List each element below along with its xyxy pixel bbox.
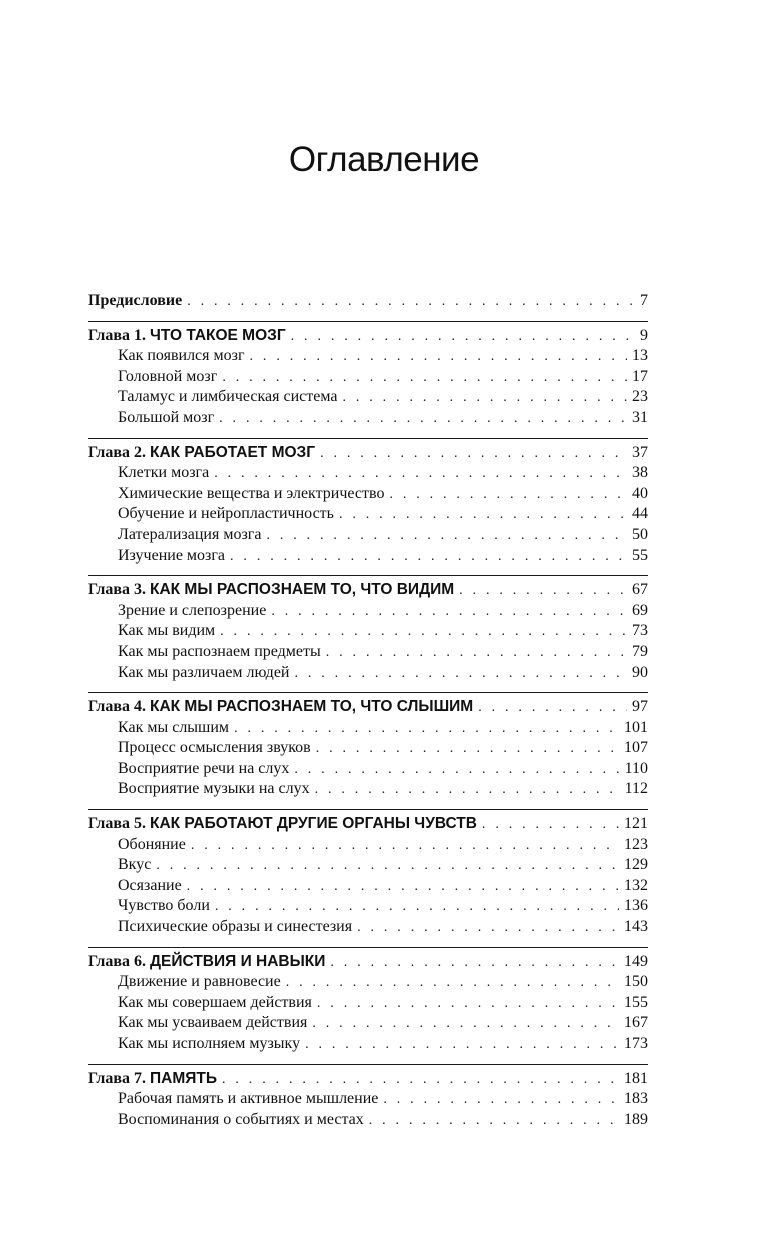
toc-subentry[interactable] <box>88 993 648 1014</box>
toc-subentry-label: Как мы слышим <box>118 718 230 736</box>
dot-leader <box>234 719 619 740</box>
dot-leader <box>222 368 627 389</box>
dot-leader <box>369 1111 619 1132</box>
chapter-number: Глава 4. <box>88 698 146 716</box>
toc-page-number: 136 <box>624 897 648 915</box>
toc-subentry[interactable] <box>88 504 648 525</box>
toc-subentry[interactable] <box>88 855 648 876</box>
toc-page-number: 107 <box>624 739 648 757</box>
toc-page-number: 9 <box>640 326 648 344</box>
toc-page-number: 69 <box>632 601 648 619</box>
dot-leader <box>250 347 627 368</box>
chapter-name: КАК РАБОТАЮТ ДРУГИЕ ОРГАНЫ ЧУВСТВ <box>150 815 477 833</box>
toc-subentry-label: Восприятие музыки на слух <box>118 780 310 798</box>
toc-subentry[interactable] <box>88 779 648 800</box>
toc-subentry[interactable] <box>88 484 648 505</box>
toc-page-number: 155 <box>624 993 648 1011</box>
dot-leader <box>286 973 619 994</box>
dot-leader <box>389 485 627 506</box>
toc-subentry-label: Осязание <box>118 876 182 894</box>
toc-subentry-label: Как мы исполняем музыку <box>118 1035 301 1052</box>
dot-leader <box>266 526 627 547</box>
toc-subentry-label: Рабочая память и активное мышление <box>118 1090 379 1108</box>
toc-chapter-title <box>88 697 473 718</box>
toc-subentry[interactable] <box>88 546 648 567</box>
toc-page-number: 97 <box>632 698 648 716</box>
toc-subentry-label: Как мы видим <box>118 622 216 640</box>
toc-subentry-label: Как мы совершаем действия <box>118 993 312 1011</box>
toc-page-number: 73 <box>632 622 648 640</box>
toc-subentry[interactable] <box>88 601 648 622</box>
toc-subentry[interactable] <box>88 346 648 367</box>
dot-leader <box>316 739 619 760</box>
dot-leader <box>187 292 635 313</box>
toc-page-number: 150 <box>624 973 648 991</box>
toc-section-chapter-4 <box>88 692 648 800</box>
toc-page-number: 123 <box>624 835 648 853</box>
toc-page-number: 50 <box>632 525 648 543</box>
chapter-number: Глава 2. <box>88 443 146 461</box>
toc-page-number: 79 <box>632 642 648 660</box>
toc-subentry[interactable] <box>88 972 648 993</box>
chapter-number: Глава 5. <box>88 815 146 833</box>
chapter-number: Глава 6. <box>88 952 146 970</box>
dot-leader <box>271 602 627 623</box>
toc-chapter-entry[interactable] <box>88 814 648 835</box>
toc-page-number: 181 <box>624 1069 648 1087</box>
toc-subentry-label: Обучение и нейропластичность <box>118 505 334 523</box>
toc-page-number: 189 <box>624 1110 648 1128</box>
table-of-contents <box>88 291 648 1139</box>
toc-chapter-entry[interactable] <box>88 443 648 464</box>
chapter-number: Глава 7. <box>88 1069 146 1087</box>
toc-subentry[interactable] <box>88 1034 648 1055</box>
dot-leader <box>187 877 619 898</box>
chapter-name: КАК МЫ РАСПОЗНАЕМ ТО, ЧТО СЛЫШИМ <box>150 698 474 716</box>
dot-leader <box>222 1070 619 1091</box>
toc-subentry-label: Химические вещества и электричество <box>118 484 385 502</box>
toc-chapter-entry[interactable] <box>88 697 648 718</box>
toc-subentry-label: Движение и равновесие <box>118 973 281 991</box>
toc-page-number: 121 <box>624 815 648 833</box>
toc-subentry-label: Чувство боли <box>118 897 210 915</box>
toc-page-number: 112 <box>624 780 648 798</box>
toc-subentry[interactable] <box>88 1110 648 1131</box>
toc-subentry[interactable] <box>88 1013 648 1034</box>
toc-section-chapter-6 <box>88 947 648 1055</box>
toc-chapter-title <box>88 326 286 347</box>
toc-subentry-label: Воспоминания о событиях и местах <box>118 1110 364 1128</box>
dot-leader <box>459 581 627 602</box>
toc-chapter-entry[interactable] <box>88 1069 648 1090</box>
dot-leader <box>312 1014 619 1035</box>
dot-leader <box>339 505 627 526</box>
toc-page-number: 167 <box>624 1014 648 1032</box>
toc-subentry-label: Зрение и слепозрение <box>118 601 267 619</box>
dot-leader <box>357 918 619 939</box>
toc-section-chapter-3 <box>88 575 648 683</box>
chapter-number: Глава 1. <box>88 326 146 344</box>
dot-leader <box>383 1090 619 1111</box>
dot-leader <box>291 327 635 348</box>
toc-subentry-label: Изучение мозга <box>118 546 226 564</box>
dot-leader <box>326 643 627 664</box>
dot-leader <box>156 856 619 877</box>
toc-section-chapter-7 <box>88 1064 648 1131</box>
toc-page-number: 67 <box>632 581 648 599</box>
chapter-number: Глава 3. <box>88 581 146 599</box>
toc-page-number: 129 <box>624 856 648 874</box>
toc-page-number: 17 <box>632 367 648 385</box>
toc-subentry-label: Таламус и лимбическая система <box>118 388 338 406</box>
toc-section-chapter-2 <box>88 438 648 567</box>
toc-subentry-label: Как мы усваиваем действия <box>118 1014 308 1032</box>
toc-subentry[interactable] <box>88 663 648 684</box>
toc-subentry[interactable] <box>88 621 648 642</box>
chapter-name: КАК РАБОТАЕТ МОЗГ <box>150 443 316 461</box>
dot-leader <box>320 444 627 465</box>
toc-subentry-label: Психические образы и синестезия <box>118 918 353 936</box>
chapter-name: КАК МЫ РАСПОЗНАЕМ ТО, ЧТО ВИДИМ <box>150 581 455 599</box>
toc-page-number: 90 <box>632 663 648 681</box>
dot-leader <box>482 815 619 836</box>
toc-subentry[interactable] <box>88 835 648 856</box>
toc-subentry[interactable] <box>88 876 648 897</box>
toc-page-number: 183 <box>624 1090 648 1108</box>
toc-page-number: 101 <box>624 718 648 736</box>
toc-subentry[interactable] <box>88 367 648 388</box>
toc-page-number: 23 <box>632 388 648 406</box>
toc-subentry[interactable] <box>88 759 648 780</box>
toc-subentry-label: Головной мозг <box>118 367 218 385</box>
toc-page-number: 7 <box>640 292 648 309</box>
toc-subentry-label: Восприятие речи на слух <box>118 759 290 777</box>
toc-subentry-label: Большой мозг <box>118 408 215 426</box>
toc-page-number: 55 <box>632 546 648 564</box>
dot-leader <box>478 698 627 719</box>
toc-page-number: 44 <box>632 505 648 523</box>
toc-subentry[interactable] <box>88 387 648 408</box>
toc-page-number: 132 <box>624 876 648 894</box>
dot-leader <box>215 897 619 918</box>
toc-subentry[interactable] <box>88 738 648 759</box>
toc-chapter-title <box>88 952 325 973</box>
toc-subentry[interactable] <box>88 463 648 484</box>
toc-chapter-entry[interactable] <box>88 952 648 973</box>
toc-subentry-label: Как мы различаем людей <box>118 663 290 681</box>
toc-subentry[interactable] <box>88 718 648 739</box>
toc-subentry[interactable] <box>88 408 648 429</box>
toc-subentry-label: Обоняние <box>118 835 186 853</box>
toc-page-number: 173 <box>624 1035 648 1052</box>
dot-leader <box>305 1035 619 1056</box>
dot-leader <box>342 388 627 409</box>
dot-leader <box>315 780 620 801</box>
toc-subentry[interactable] <box>88 896 648 917</box>
toc-page-number: 13 <box>632 347 648 365</box>
toc-entry-preface[interactable] <box>88 291 648 312</box>
toc-chapter-title <box>88 814 477 835</box>
dot-leader <box>219 409 627 430</box>
toc-page-number: 110 <box>624 759 648 777</box>
toc-section-chapter-1 <box>88 321 648 429</box>
toc-subentry[interactable] <box>88 525 648 546</box>
chapter-name: ДЕЙСТВИЯ И НАВЫКИ <box>150 952 326 970</box>
dot-leader <box>220 622 627 643</box>
dot-leader <box>191 836 619 857</box>
toc-subentry[interactable] <box>88 917 648 938</box>
toc-chapter-entry[interactable] <box>88 580 648 601</box>
dot-leader <box>317 994 619 1015</box>
dot-leader <box>294 760 619 781</box>
toc-section-preface <box>88 291 648 312</box>
toc-subentry-label: Клетки мозга <box>118 464 210 482</box>
toc-subentry-label: Как мы распознаем предметы <box>118 642 321 660</box>
toc-chapter-title <box>88 1069 217 1090</box>
toc-page-number: 149 <box>624 952 648 970</box>
toc-page-number: 38 <box>632 464 648 482</box>
toc-chapter-title <box>88 580 454 601</box>
page-title: Оглавление <box>288 140 480 179</box>
toc-entry-label: Предисловие <box>88 292 183 309</box>
toc-page-number: 143 <box>624 918 648 936</box>
toc-subentry-label: Вкус <box>118 856 152 874</box>
toc-page-number: 40 <box>632 484 648 502</box>
toc-chapter-title <box>88 443 315 464</box>
toc-subentry[interactable] <box>88 1089 648 1110</box>
toc-subentry-label: Как появился мозг <box>118 347 245 365</box>
chapter-name: ЧТО ТАКОЕ МОЗГ <box>150 326 286 344</box>
dot-leader <box>330 953 619 974</box>
dot-leader <box>230 547 627 568</box>
dot-leader <box>294 664 627 685</box>
toc-page-number: 31 <box>632 408 648 426</box>
toc-subentry-label: Латерализация мозга <box>118 525 262 543</box>
toc-chapter-entry[interactable] <box>88 326 648 347</box>
toc-subentry[interactable] <box>88 642 648 663</box>
toc-page-number: 37 <box>632 443 648 461</box>
toc-subentry-label: Процесс осмысления звуков <box>118 739 311 757</box>
toc-section-chapter-5 <box>88 809 648 938</box>
dot-leader <box>214 464 627 485</box>
chapter-name: ПАМЯТЬ <box>150 1069 217 1087</box>
